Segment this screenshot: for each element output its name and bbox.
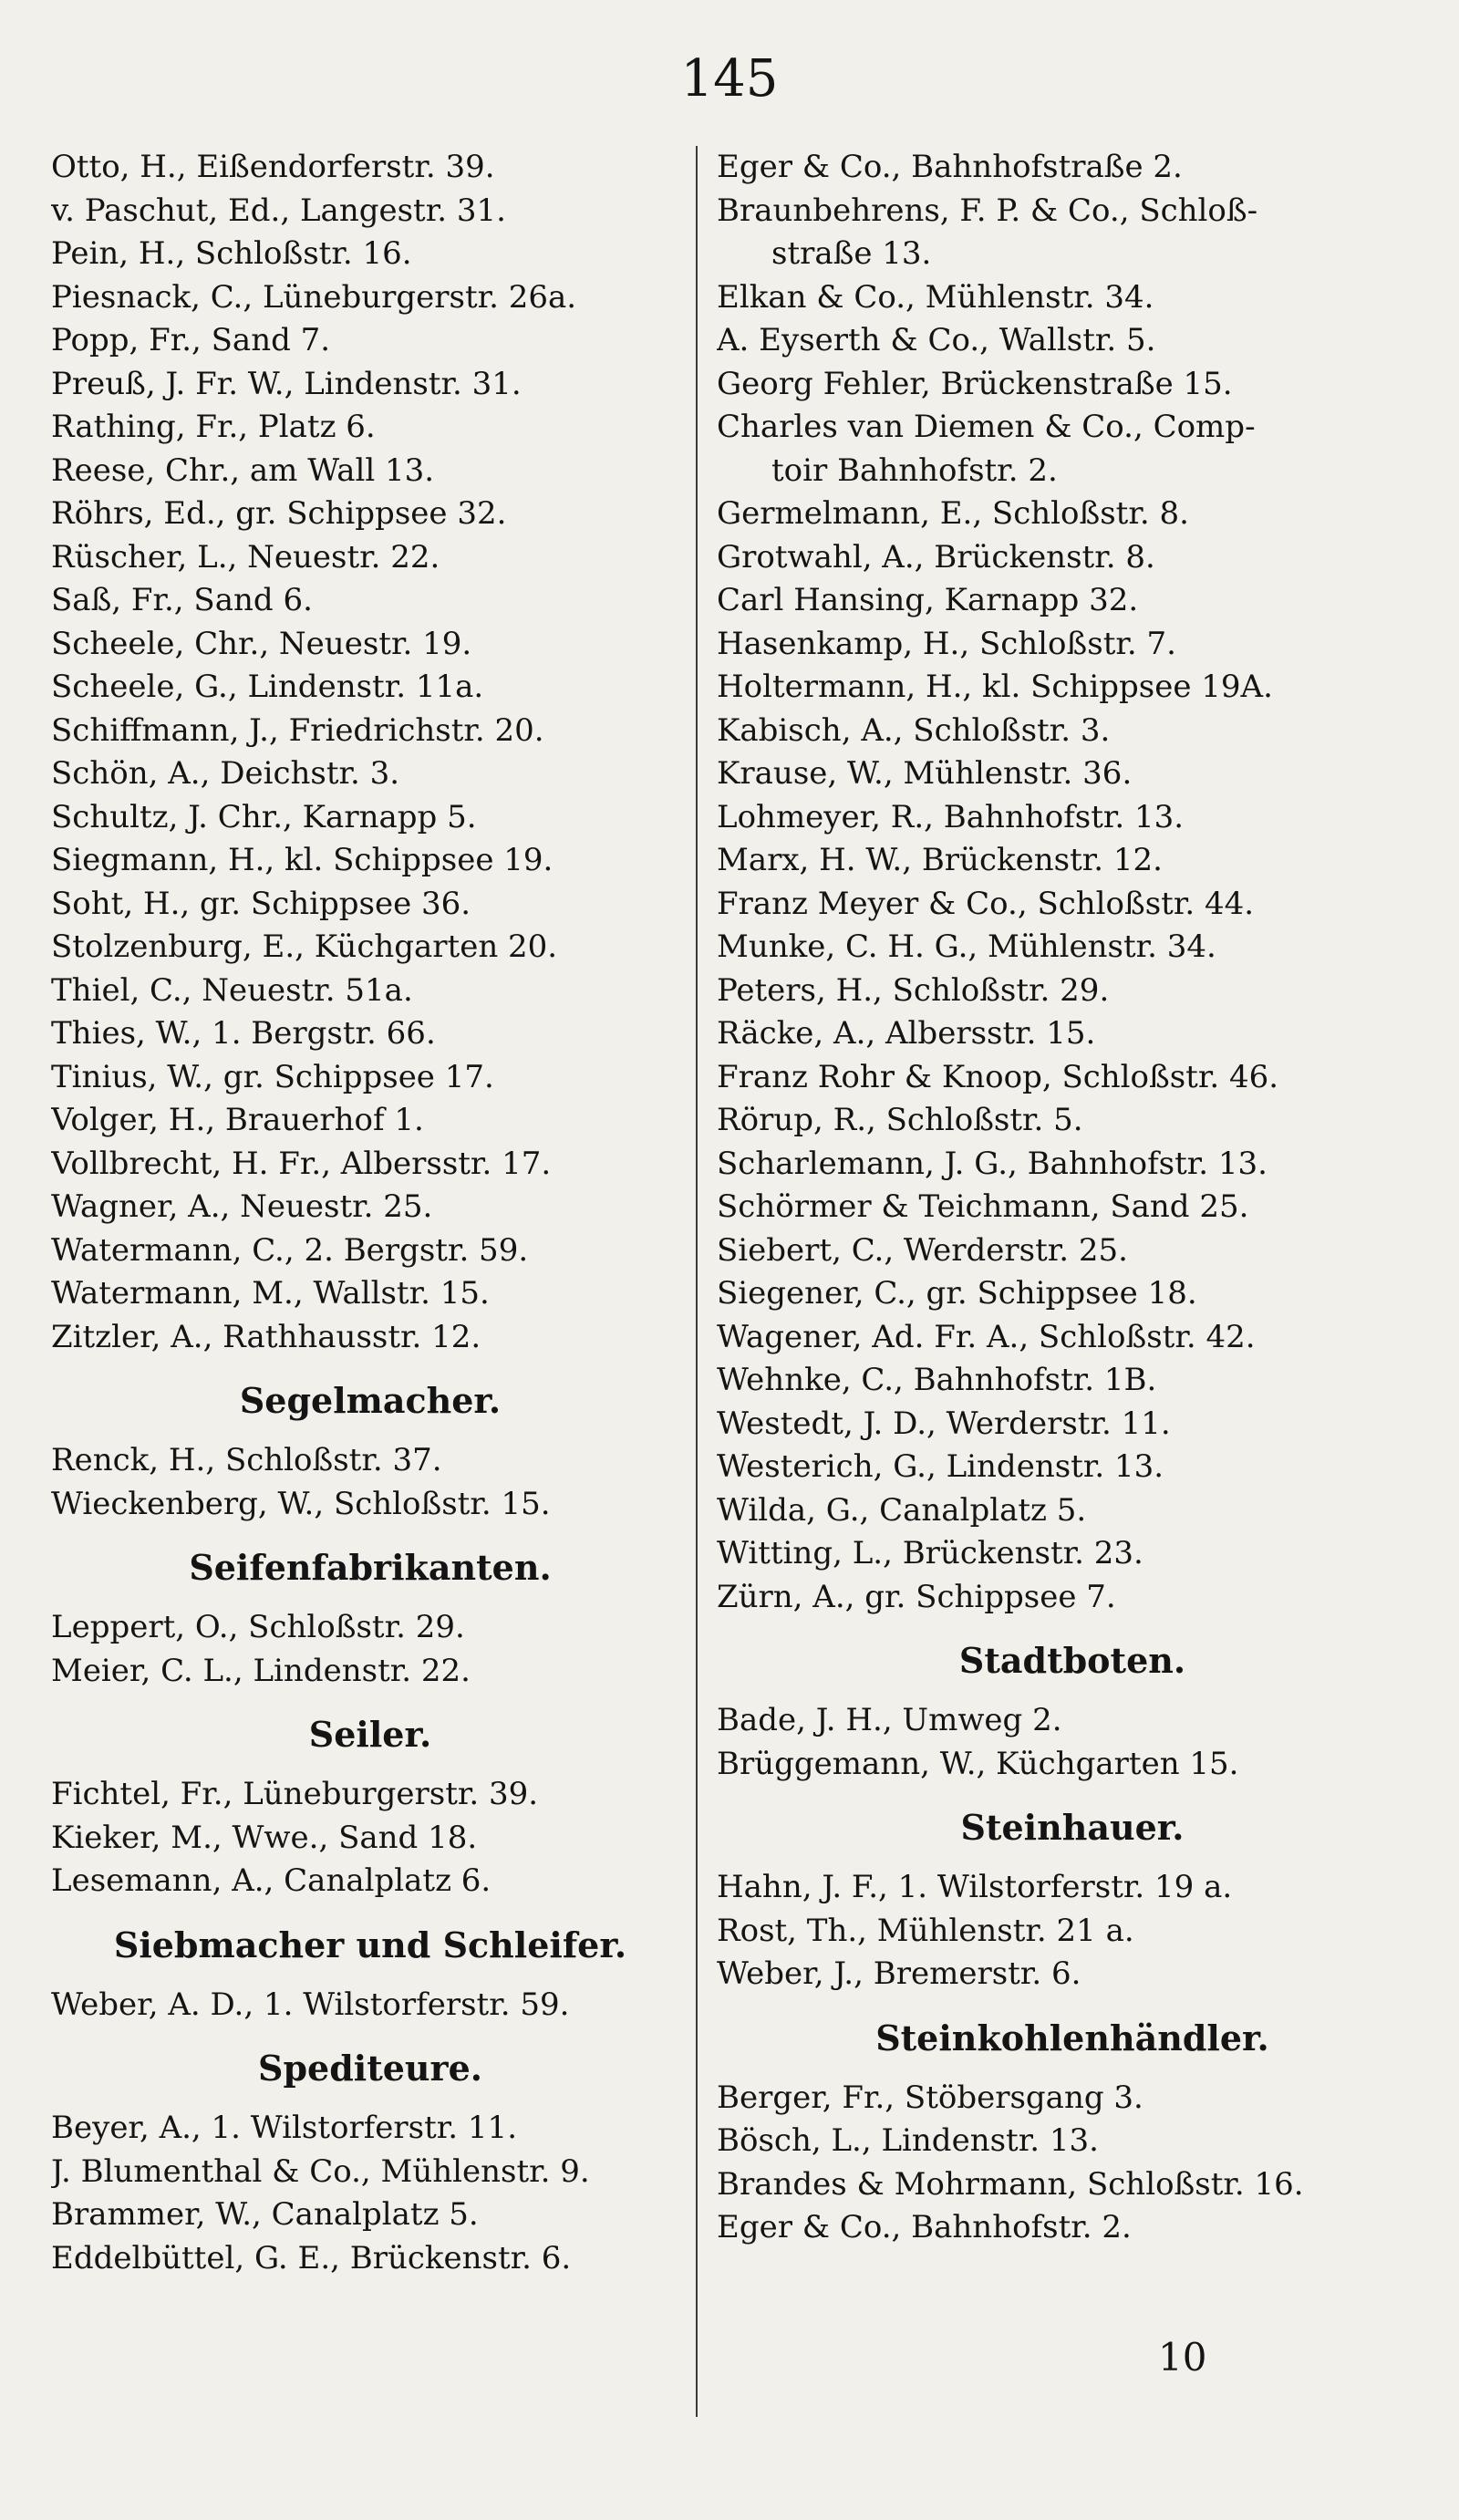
left-entries xyxy=(51,146,689,1359)
list-item: Thiel, C., Neuestr. 51a. xyxy=(51,971,413,1009)
list-item: Berger, Fr., Stöbersgang 3. xyxy=(717,2079,1143,2116)
list-item: Watermann, M., Wallstr. 15. xyxy=(51,1275,490,1312)
list-item: Eger & Co., Bahnhofstr. 2. xyxy=(717,2209,1132,2245)
list-item: Germelmann, E., Schloßstr. 8. xyxy=(717,495,1189,532)
section-heading-steinkohlenhaendler: Steinkohlenhändler. xyxy=(875,2017,1269,2059)
list-item: Scheele, Chr., Neuestr. 19. xyxy=(51,625,472,662)
list-item: Popp, Fr., Sand 7. xyxy=(51,322,331,358)
list-item: Rost, Th., Mühlenstr. 21 a. xyxy=(717,1912,1134,1949)
column-divider xyxy=(696,146,698,2417)
list-item: Lohmeyer, R., Bahnhofstr. 13. xyxy=(717,798,1185,835)
list-item-continuation: straße 13. xyxy=(771,235,932,272)
list-item: Rüscher, L., Neuestr. 22. xyxy=(51,538,440,576)
list-item: Grotwahl, A., Brückenstr. 8. xyxy=(717,538,1155,576)
list-item: Georg Fehler, Brückenstraße 15. xyxy=(717,365,1233,402)
list-item: Scharlemann, J. G., Bahnhofstr. 13. xyxy=(717,1145,1268,1182)
list-item: Soht, H., gr. Schippsee 36. xyxy=(51,885,471,922)
list-item: Braunbehrens, F. P. & Co., Schloß- xyxy=(717,192,1258,229)
list-item: Meier, C. L., Lindenstr. 22. xyxy=(51,1652,471,1689)
list-item: Franz Meyer & Co., Schloßstr. 44. xyxy=(717,885,1255,922)
right-column xyxy=(717,146,1428,2250)
list-item: Otto, H., Eißendorferstr. 39. xyxy=(51,149,495,185)
list-item: Preuß, J. Fr. W., Lindenstr. 31. xyxy=(51,365,522,402)
list-item: Volger, H., Brauerhof 1. xyxy=(51,1102,424,1138)
list-item: Eger & Co., Bahnhofstraße 2. xyxy=(717,149,1183,185)
list-item: Zürn, A., gr. Schippsee 7. xyxy=(717,1578,1116,1615)
list-item: Brüggemann, W., Küchgarten 15. xyxy=(717,1745,1239,1782)
page-number: 145 xyxy=(680,49,779,109)
list-item: Kabisch, A., Schloßstr. 3. xyxy=(717,711,1111,749)
list-item: Pein, H., Schloßstr. 16. xyxy=(51,235,412,272)
list-item: Saß, Fr., Sand 6. xyxy=(51,582,313,618)
list-item: Watermann, C., 2. Bergstr. 59. xyxy=(51,1231,529,1269)
list-item: Peters, H., Schloßstr. 29. xyxy=(717,971,1110,1009)
list-item: Wagener, Ad. Fr. A., Schloßstr. 42. xyxy=(717,1318,1256,1355)
list-item: Rathing, Fr., Platz 6. xyxy=(51,409,376,445)
list-item: Schön, A., Deichstr. 3. xyxy=(51,755,400,792)
list-item: Vollbrecht, H. Fr., Albersstr. 17. xyxy=(51,1145,552,1182)
list-item: Bade, J. H., Umweg 2. xyxy=(717,1702,1062,1738)
list-item: Beyer, A., 1. Wilstorferstr. 11. xyxy=(51,2110,517,2146)
list-item: Carl Hansing, Karnapp 32. xyxy=(717,582,1139,618)
list-item: Schörmer & Teichmann, Sand 25. xyxy=(717,1188,1249,1225)
list-item: Wilda, G., Canalplatz 5. xyxy=(717,1491,1087,1529)
list-item: Thies, W., 1. Bergstr. 66. xyxy=(51,1015,436,1052)
list-item: Rörup, R., Schloßstr. 5. xyxy=(717,1102,1083,1138)
list-item: A. Eyserth & Co., Wallstr. 5. xyxy=(717,322,1156,358)
section-heading-seifenfabrikanten: Seifenfabrikanten. xyxy=(189,1547,552,1588)
list-item: v. Paschut, Ed., Langestr. 31. xyxy=(51,192,506,229)
list-item: Lesemann, A., Canalplatz 6. xyxy=(51,1862,492,1899)
list-item: Reese, Chr., am Wall 13. xyxy=(51,451,435,489)
list-item: Fichtel, Fr., Lüneburgerstr. 39. xyxy=(51,1776,539,1812)
section-heading-spediteure: Spediteure. xyxy=(258,2048,482,2089)
list-item: Schultz, J. Chr., Karnapp 5. xyxy=(51,798,477,835)
signature-mark: 10 xyxy=(1158,2335,1207,2380)
list-item: Hasenkamp, H., Schloßstr. 7. xyxy=(717,625,1176,662)
list-item: Franz Rohr & Knoop, Schloßstr. 46. xyxy=(717,1058,1279,1095)
section-heading-steinhauer: Steinhauer. xyxy=(960,1807,1185,1848)
list-item: Schiffmann, J., Friedrichstr. 20. xyxy=(51,711,544,749)
list-item: Elkan & Co., Mühlenstr. 34. xyxy=(717,278,1154,316)
list-item: J. Blumenthal & Co., Mühlenstr. 9. xyxy=(51,2152,590,2190)
list-item: Weber, J., Bremerstr. 6. xyxy=(717,1955,1081,1992)
list-item: Tinius, W., gr. Schippsee 17. xyxy=(51,1058,494,1095)
list-item: Westerich, G., Lindenstr. 13. xyxy=(717,1448,1164,1485)
list-item: Eddelbüttel, G. E., Brückenstr. 6. xyxy=(51,2239,572,2276)
list-item: Bösch, L., Lindenstr. 13. xyxy=(717,2122,1099,2159)
section-heading-segelmacher: Segelmacher. xyxy=(239,1380,502,1421)
list-item-continuation: toir Bahnhofstr. 2. xyxy=(771,451,1058,489)
list-item: Zitzler, A., Rathhausstr. 12. xyxy=(51,1318,481,1355)
list-item: Holtermann, H., kl. Schippsee 19A. xyxy=(717,669,1273,705)
list-item: Marx, H. W., Brückenstr. 12. xyxy=(717,842,1163,878)
list-item: Wagner, A., Neuestr. 25. xyxy=(51,1188,433,1225)
list-item: Westedt, J. D., Werderstr. 11. xyxy=(717,1405,1171,1442)
list-item: Räcke, A., Albersstr. 15. xyxy=(717,1015,1096,1052)
section-heading-stadtboten: Stadtboten. xyxy=(958,1640,1186,1681)
list-item: Röhrs, Ed., gr. Schippsee 32. xyxy=(51,495,507,532)
list-item: Munke, C. H. G., Mühlenstr. 34. xyxy=(717,928,1216,965)
list-item: Scheele, G., Lindenstr. 11a. xyxy=(51,669,484,705)
list-item: Wieckenberg, W., Schloßstr. 15. xyxy=(51,1485,551,1522)
list-item: Brandes & Mohrmann, Schloßstr. 16. xyxy=(717,2165,1304,2203)
left-column xyxy=(51,146,689,2280)
list-item: Krause, W., Mühlenstr. 36. xyxy=(717,755,1133,792)
list-item: Stolzenburg, E., Küchgarten 20. xyxy=(51,928,558,965)
list-item: Weber, A. D., 1. Wilstorferstr. 59. xyxy=(51,1986,570,2023)
list-item: Siegmann, H., kl. Schippsee 19. xyxy=(51,842,554,878)
list-item: Wehnke, C., Bahnhofstr. 1B. xyxy=(717,1362,1157,1398)
list-item: Kieker, M., Wwe., Sand 18. xyxy=(51,1819,478,1856)
list-item: Piesnack, C., Lüneburgerstr. 26a. xyxy=(51,278,577,316)
list-item: Witting, L., Brückenstr. 23. xyxy=(717,1535,1143,1571)
list-item: Brammer, W., Canalplatz 5. xyxy=(51,2196,479,2233)
list-item: Siebert, C., Werderstr. 25. xyxy=(717,1231,1128,1269)
section-heading-seiler: Seiler. xyxy=(308,1714,432,1755)
list-item: Leppert, O., Schloßstr. 29. xyxy=(51,1609,465,1645)
section-heading-siebmacher: Siebmacher und Schleifer. xyxy=(113,1924,627,1965)
list-item: Hahn, J. F., 1. Wilstorferstr. 19 a. xyxy=(717,1869,1233,1905)
list-item: Siegener, C., gr. Schippsee 18. xyxy=(717,1275,1197,1312)
list-item: Charles van Diemen & Co., Comp- xyxy=(717,409,1256,445)
list-item: Renck, H., Schloßstr. 37. xyxy=(51,1442,442,1478)
